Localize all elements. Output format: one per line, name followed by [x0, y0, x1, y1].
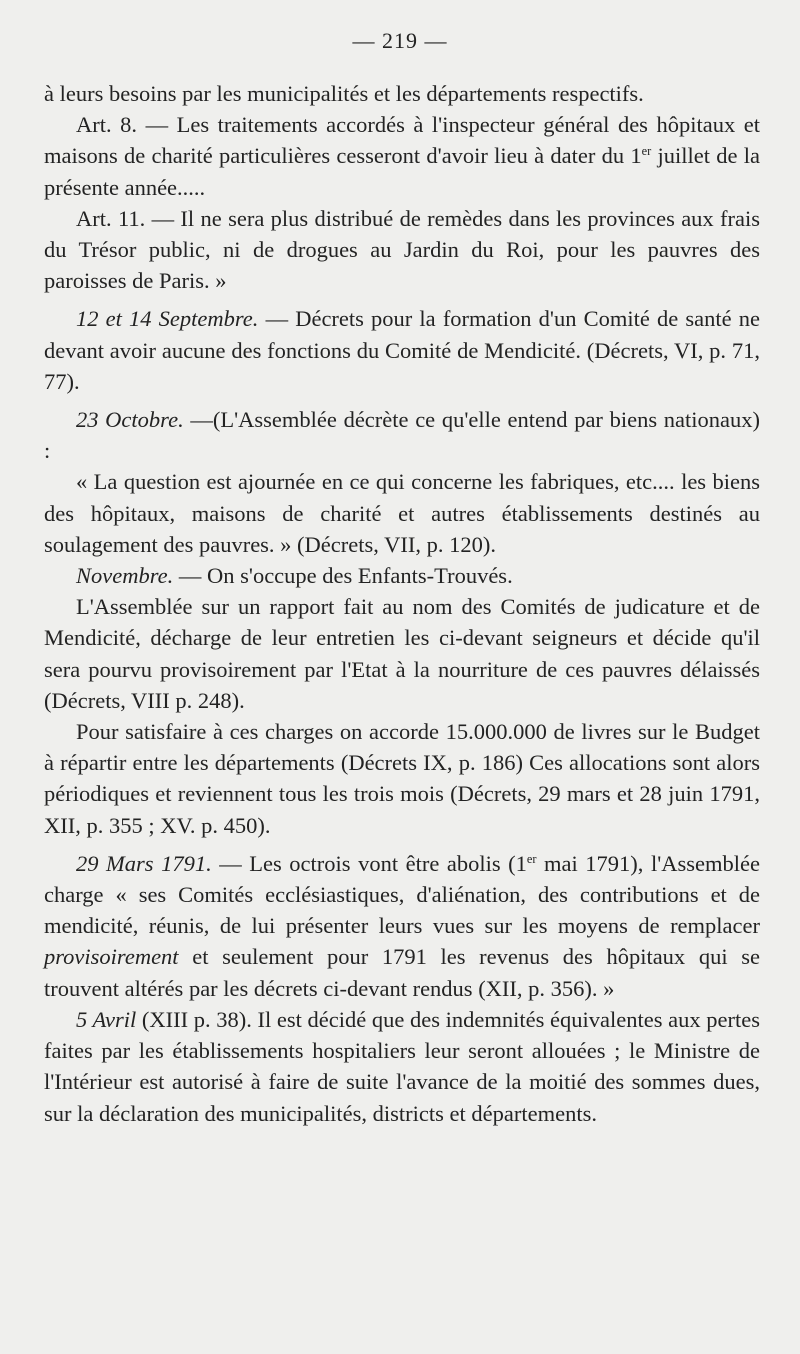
emphasis-provisoirement: provisoirement [44, 944, 179, 970]
paragraph-art-11: Art. 11. — Il ne sera plus distribué de remèdes dans les provinces aux frais du Trésor public, ni de drogues au Jardin du Roi, pour les pauvres des paroisses de Paris. » [44, 205, 760, 294]
date-heading: 23 Octobre. [76, 407, 184, 433]
paragraph-assemblee-rapport: L'Assemblée sur un rapport fait au nom des Comités de judicature et de Mendicité, décharge de leur entretien les ci-devant seigneurs et décide qu'il sera pourvu provisoirement par l'Etat à la nourriture de ces pauvres délaissés (Décrets, VIII p. 248). [44, 594, 760, 713]
date-heading: 12 et 14 Septembre. [76, 306, 259, 332]
paragraph-octobre: 23 Octobre. —(L'Assemblée décrète ce qu'elle entend par biens nationaux) : [44, 407, 760, 464]
date-heading: 5 Avril [76, 1006, 137, 1032]
paragraph-continuation: à leurs besoins par les municipalités et les départements respectifs. [44, 81, 644, 106]
paragraph-septembre: 12 et 14 Septembre. — Décrets pour la formation d'un Comité de santé ne devant avoir aucune des fonctions du Comité de Mendicité. (Décrets, VI, p. 71, 77). [44, 306, 760, 394]
paragraph-novembre: Novembre. — On s'occupe des Enfants-Trouvés. [76, 563, 513, 589]
paragraph-quote-biens: « La question est ajournée en ce qui concerne les fabriques, etc.... les biens des hôpitaux, maisons de charité et autres établissements destinés au soulagement des pauvres. » (Décrets, VII, p. 120). [44, 469, 760, 557]
paragraph-allocations: Pour satisfaire à ces charges on accorde 15.000.000 de livres sur le Budget à répartir entre les départements (Décrets IX, p. 186) Ces allocations sont alors périodiques et reviennent tous les trois mois (Décrets, 29 mars et 28 juin 1791, XII, p. 355 ; XV. p. 450). [44, 719, 760, 838]
date-heading: Novembre. [76, 563, 174, 589]
paragraph-art-8: Art. 8. — Les traitements accordés à l'inspecteur général des hôpitaux et maisons de charité particulières cesseront d'avoir lieu à dater du 1er juillet de la présente année..... [44, 112, 761, 200]
body-text [44, 78, 760, 1129]
paragraph-avril: 5 Avril (XIII p. 38). Il est décidé que des indemnités équivalentes aux pertes faites par les établissements hospitaliers leur seront allouées ; le Ministre de l'Intérieur est autorisé à faire de suite l'avance de la moitié des sommes dues, sur la déclaration des municipalités, districts et départements. [44, 1006, 760, 1126]
date-heading: 29 Mars 1791. [76, 850, 212, 876]
page-number: — 219 — [352, 28, 448, 53]
paragraph-mars-1791: 29 Mars 1791. — Les octrois vont être abolis (1er mai 1791), l'Assemblée charge « ses Comités ecclésiastiques, d'aliénation, des contributions et de mendicité, réunis, de lui présenter leurs vues sur les moyens de remplacer provisoirement et seulement pour 1791 les revenus des hôpitaux qui se trouvent altérés par les décrets ci-devant rendus (XII, p. 356). » [44, 850, 760, 1001]
